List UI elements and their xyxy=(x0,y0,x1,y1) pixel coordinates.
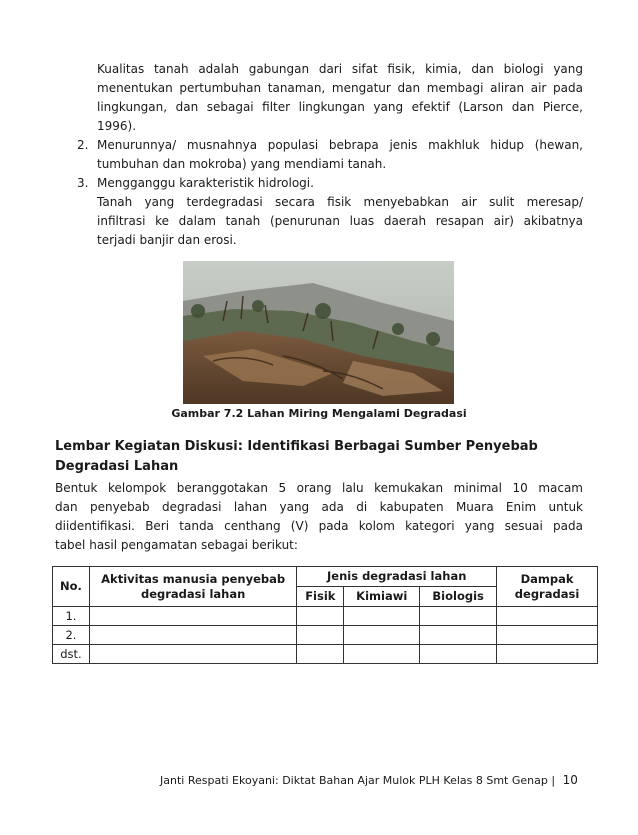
table-row xyxy=(53,626,598,645)
list-item-3-line-2: Tanah yang terdegradasi secara fisik menyebabkan air sulit meresap/ xyxy=(97,195,583,209)
page-number: 10 xyxy=(562,773,578,787)
kimiawi-cell[interactable] xyxy=(344,607,420,626)
impact-cell[interactable] xyxy=(497,626,598,645)
list-item-3-line-4: terjadi banjir dan erosi. xyxy=(97,233,237,247)
kimiawi-cell[interactable] xyxy=(344,645,420,664)
degraded-slope-photo xyxy=(183,261,454,404)
table-row xyxy=(53,645,598,664)
row-number: 1. xyxy=(53,607,90,626)
activity-cell[interactable] xyxy=(89,645,296,664)
list-item-3-line-3: infiltrasi ke dalam tanah (penurunan luas daerah resapan air) akibatnya xyxy=(97,214,583,228)
biologis-cell[interactable] xyxy=(420,626,497,645)
intro-line-4: 1996). xyxy=(97,119,137,133)
intro-line-2: menentukan pertumbuhan tanaman, mengatur dan membagi aliran air pada xyxy=(97,81,583,95)
col-biologis-header: Biologis xyxy=(420,587,497,607)
col-no-header: No. xyxy=(53,567,90,607)
intro-line-1: Kualitas tanah adalah gabungan dari sifat fisik, kimia, dan biologi yang xyxy=(97,62,583,76)
col-activity-header: Aktivitas manusia penyebab degradasi lahan xyxy=(89,567,296,607)
activity-cell[interactable] xyxy=(89,626,296,645)
list-number-2: 2. xyxy=(77,138,89,152)
body-line-4: tabel hasil pengamatan sebagai berikut: xyxy=(55,538,298,552)
page-footer xyxy=(160,772,578,789)
intro-line-3: lingkungan, dan sebagai filter lingkungan yang efektif (Larson dan Pierce, xyxy=(97,100,583,114)
list-item-2-line-2: tumbuhan dan mokroba) yang mendiami tanah. xyxy=(97,157,387,171)
body-line-1: Bentuk kelompok beranggotakan 5 orang lalu kemukakan minimal 10 macam xyxy=(55,481,583,495)
activity-cell[interactable] xyxy=(89,607,296,626)
col-type-group-header: Jenis degradasi lahan xyxy=(297,567,497,587)
biologis-cell[interactable] xyxy=(420,645,497,664)
figure-caption: Gambar 7.2 Lahan Miring Mengalami Degradasi xyxy=(171,407,467,420)
list-item-2-line-1: Menurunnya/ musnahnya populasi bebrapa jenis makhluk hidup (hewan, xyxy=(97,138,583,152)
col-impact-header: Dampak degradasi xyxy=(497,567,598,607)
impact-cell[interactable] xyxy=(497,607,598,626)
list-item-3-line-1: Mengganggu karakteristik hidrologi. xyxy=(97,176,314,190)
section-heading: Lembar Kegiatan Diskusi: Identifikasi Berbagai Sumber Penyebab Degradasi Lahan xyxy=(55,439,538,474)
biologis-cell[interactable] xyxy=(420,607,497,626)
fisik-cell[interactable] xyxy=(297,645,344,664)
observation-table xyxy=(52,566,598,664)
col-fisik-header: Fisik xyxy=(297,587,344,607)
impact-cell[interactable] xyxy=(497,645,598,664)
body-line-3: diidentifikasi. Beri tanda centhang (V) pada kolom kategori yang sesuai pada xyxy=(55,519,583,533)
fisik-cell[interactable] xyxy=(297,607,344,626)
body-line-2: dan penyebab degradasi lahan yang ada di kabupaten Muara Enim untuk xyxy=(55,500,583,514)
row-number: dst. xyxy=(53,645,90,664)
col-kimiawi-header: Kimiawi xyxy=(344,587,420,607)
table-row xyxy=(53,607,598,626)
footer-text: Janti Respati Ekoyani: Diktat Bahan Ajar Mulok PLH Kelas 8 Smt Genap xyxy=(160,774,548,787)
table-header-row xyxy=(53,567,598,587)
list-number-3: 3. xyxy=(77,176,89,190)
footer-separator: | xyxy=(551,774,556,787)
kimiawi-cell[interactable] xyxy=(344,626,420,645)
fisik-cell[interactable] xyxy=(297,626,344,645)
row-number: 2. xyxy=(53,626,90,645)
